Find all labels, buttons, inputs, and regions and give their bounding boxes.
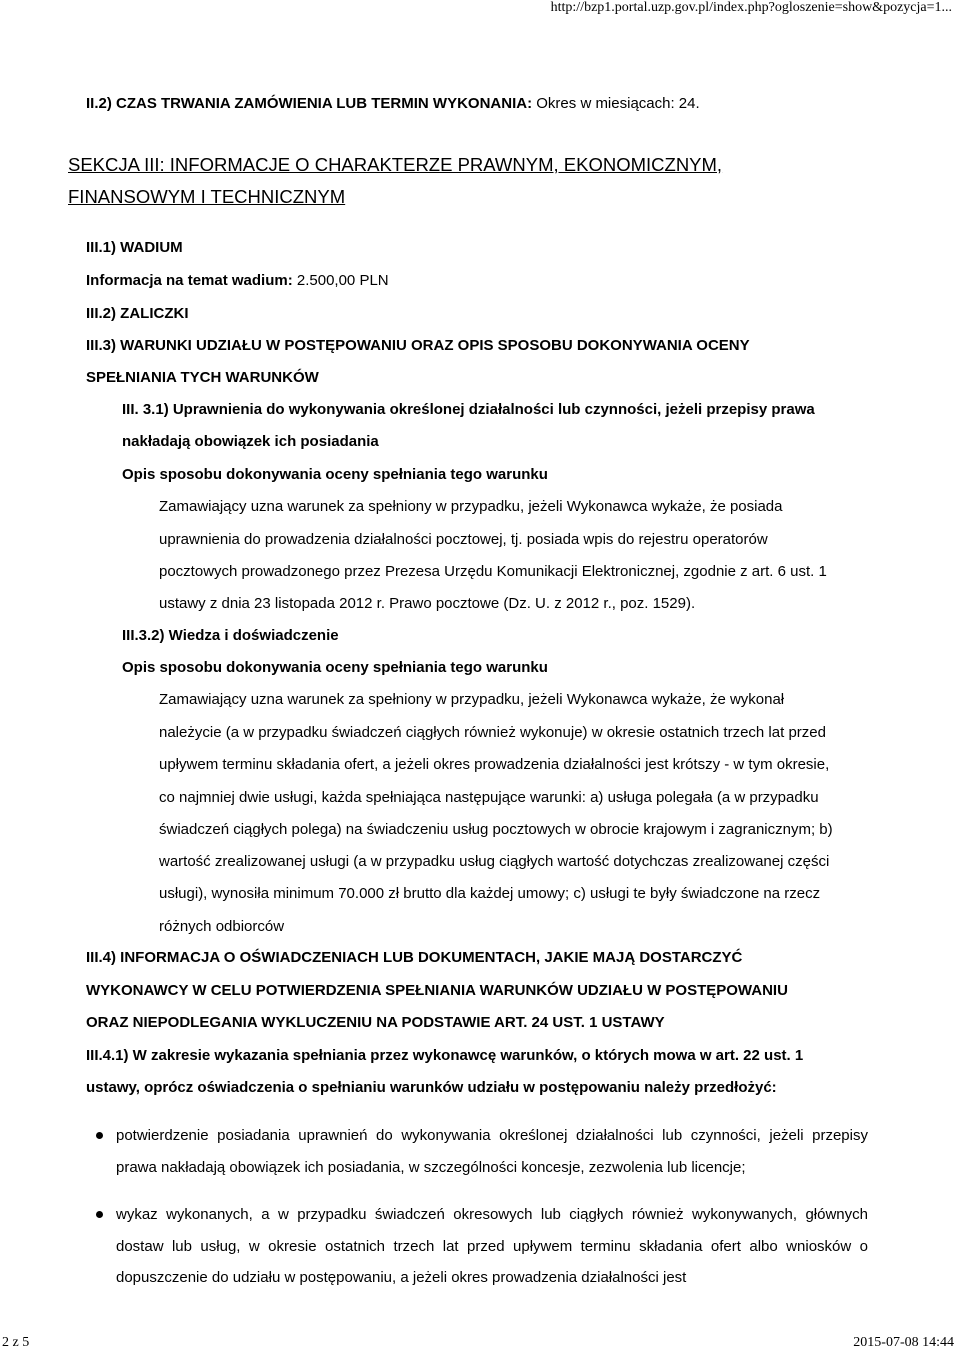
oswiadczenia-heading-line-2: WYKONAWCY W CELU POTWIERDZENIA SPEŁNIANIA WARUNKÓW UDZIAŁU W POSTĘPOWANIU <box>86 982 788 999</box>
wykazanie-heading-line-1: III.4.1) W zakresie wykazania spełniania przez wykonawcę warunków, o których mowa w art. 22 ust. 1 <box>86 1047 804 1064</box>
uprawnienia-body-line: pocztowych prowadzonego przez Prezesa Urzędu Komunikacji Elektronicznej, zgodnie z art. 6 ust. 1 <box>159 563 827 580</box>
wiedza-body-line: upływem terminu składania ofert, a jeżeli okres prowadzenia działalności jest krótszy - w tym okresie, <box>159 756 830 773</box>
wiedza-body-line: świadczeń ciągłych polega) na świadczeniu usług pocztowych w obrocie krajowym i zagranicznym; b) <box>159 821 833 838</box>
section-iii-title-line-2: FINANSOWYM I TECHNICZNYM <box>68 186 346 207</box>
wykazanie-heading-line-2: ustawy, oprócz oświadczenia o spełnianiu warunków udziału w postępowaniu należy przedłożyć: <box>86 1079 777 1096</box>
warunki-heading-line-1: III.3) WARUNKI UDZIAŁU W POSTĘPOWANIU ORAZ OPIS SPOSOBU DOKONYWANIA OCENY <box>86 337 750 354</box>
uprawnienia-body-line: uprawnienia do prowadzenia działalności pocztowej, tj. posiada wpis do rejestru operatorów <box>159 531 768 548</box>
uprawnienia-opis-label: Opis sposobu dokonywania oceny spełniania tego warunku <box>122 466 548 483</box>
uprawnienia-heading-line-1: III. 3.1) Uprawnienia do wykonywania określonej działalności lub czynności, jeżeli przepisy prawa <box>122 401 815 418</box>
wadium-info <box>86 271 389 291</box>
section-ii2-label: II.2) CZAS TRWANIA ZAMÓWIENIA LUB TERMIN WYKONANIA: <box>86 95 533 112</box>
wiedza-body-line: co najmniej dwie usługi, każda spełniająca następujące warunki: a) usługa polegała (a w przypadku <box>159 789 819 806</box>
bullet-icon <box>96 1132 103 1139</box>
wiedza-body-line: Zamawiający uzna warunek za spełniony w przypadku, jeżeli Wykonawca wykaże, że wykonał <box>159 691 785 708</box>
zaliczki-heading: III.2) ZALICZKI <box>86 305 189 322</box>
uprawnienia-body-line: Zamawiający uzna warunek za spełniony w przypadku, jeżeli Wykonawca wykaże, że posiada <box>159 498 783 515</box>
wadium-info-label: Informacja na temat wadium: <box>86 272 293 289</box>
wiedza-body-line: wartość zrealizowanej usługi (a w przypadku usług ciągłych wartość dotychczas zrealizowanej części <box>159 853 830 870</box>
wiedza-opis-label: Opis sposobu dokonywania oceny spełniania tego warunku <box>122 659 548 676</box>
section-iii-title-line-1: SEKCJA III: INFORMACJE O CHARAKTERZE PRAWNYM, EKONOMICZNYM, <box>68 154 723 175</box>
wiedza-heading: III.3.2) Wiedza i doświadczenie <box>122 627 339 644</box>
print-footer-page: 2 z 5 <box>2 1335 30 1350</box>
warunki-heading-line-2: SPEŁNIANIA TYCH WARUNKÓW <box>86 369 319 386</box>
list-item-text: wykaz wykonanych, a w przypadku świadczeń okresowych lub ciągłych również wykonywanych, głównych dostaw lub usług, w okresie ostatnich trzech lat przed upływem terminu składania ofert albo wniosków o dopuszczenie do udziału w postępowaniu, a jeżeli okres prowadzenia działalności jest <box>116 1206 868 1287</box>
wiedza-body-line: usługi), wynosiła minimum 70.000 zł brutto dla każdej umowy; c) usługi te były świadczone na rzecz <box>159 885 821 902</box>
oswiadczenia-heading-line-3: ORAZ NIEPODLEGANIA WYKLUCZENIU NA PODSTAWIE ART. 24 UST. 1 USTAWY <box>86 1014 665 1031</box>
print-header-url: http://bzp1.portal.uzp.gov.pl/index.php?ogloszenie=show&pozycja=1... <box>550 0 952 15</box>
oswiadczenia-heading-line-1: III.4) INFORMACJA O OŚWIADCZENIACH LUB DOKUMENTACH, JAKIE MAJĄ DOSTARCZYĆ <box>86 949 743 966</box>
bullet-icon <box>96 1211 103 1218</box>
section-ii2-value: Okres w miesiącach: 24. <box>536 95 700 112</box>
list-item-text: potwierdzenie posiadania uprawnień do wykonywania określonej działalności lub czynności, jeżeli przepisy prawa nakładają obowiązek ich posiadania, w szczególności koncesje, zezwolenia lub licencje; <box>116 1127 868 1176</box>
wadium-heading: III.1) WADIUM <box>86 239 183 256</box>
wadium-info-value: 2.500,00 PLN <box>296 272 389 289</box>
uprawnienia-body-line: ustawy z dnia 23 listopada 2012 r. Prawo pocztowe (Dz. U. z 2012 r., poz. 1529). <box>159 595 696 612</box>
uprawnienia-heading-line-2: nakładają obowiązek ich posiadania <box>122 433 379 450</box>
wiedza-body-line: różnych odbiorców <box>159 918 285 935</box>
wiedza-body-line: należycie (a w przypadku świadczeń ciągłych również wykonuje) w okresie ostatnich trzech lat przed <box>159 724 826 741</box>
section-ii2 <box>86 94 700 114</box>
print-footer-datetime: 2015-07-08 14:44 <box>853 1335 954 1350</box>
